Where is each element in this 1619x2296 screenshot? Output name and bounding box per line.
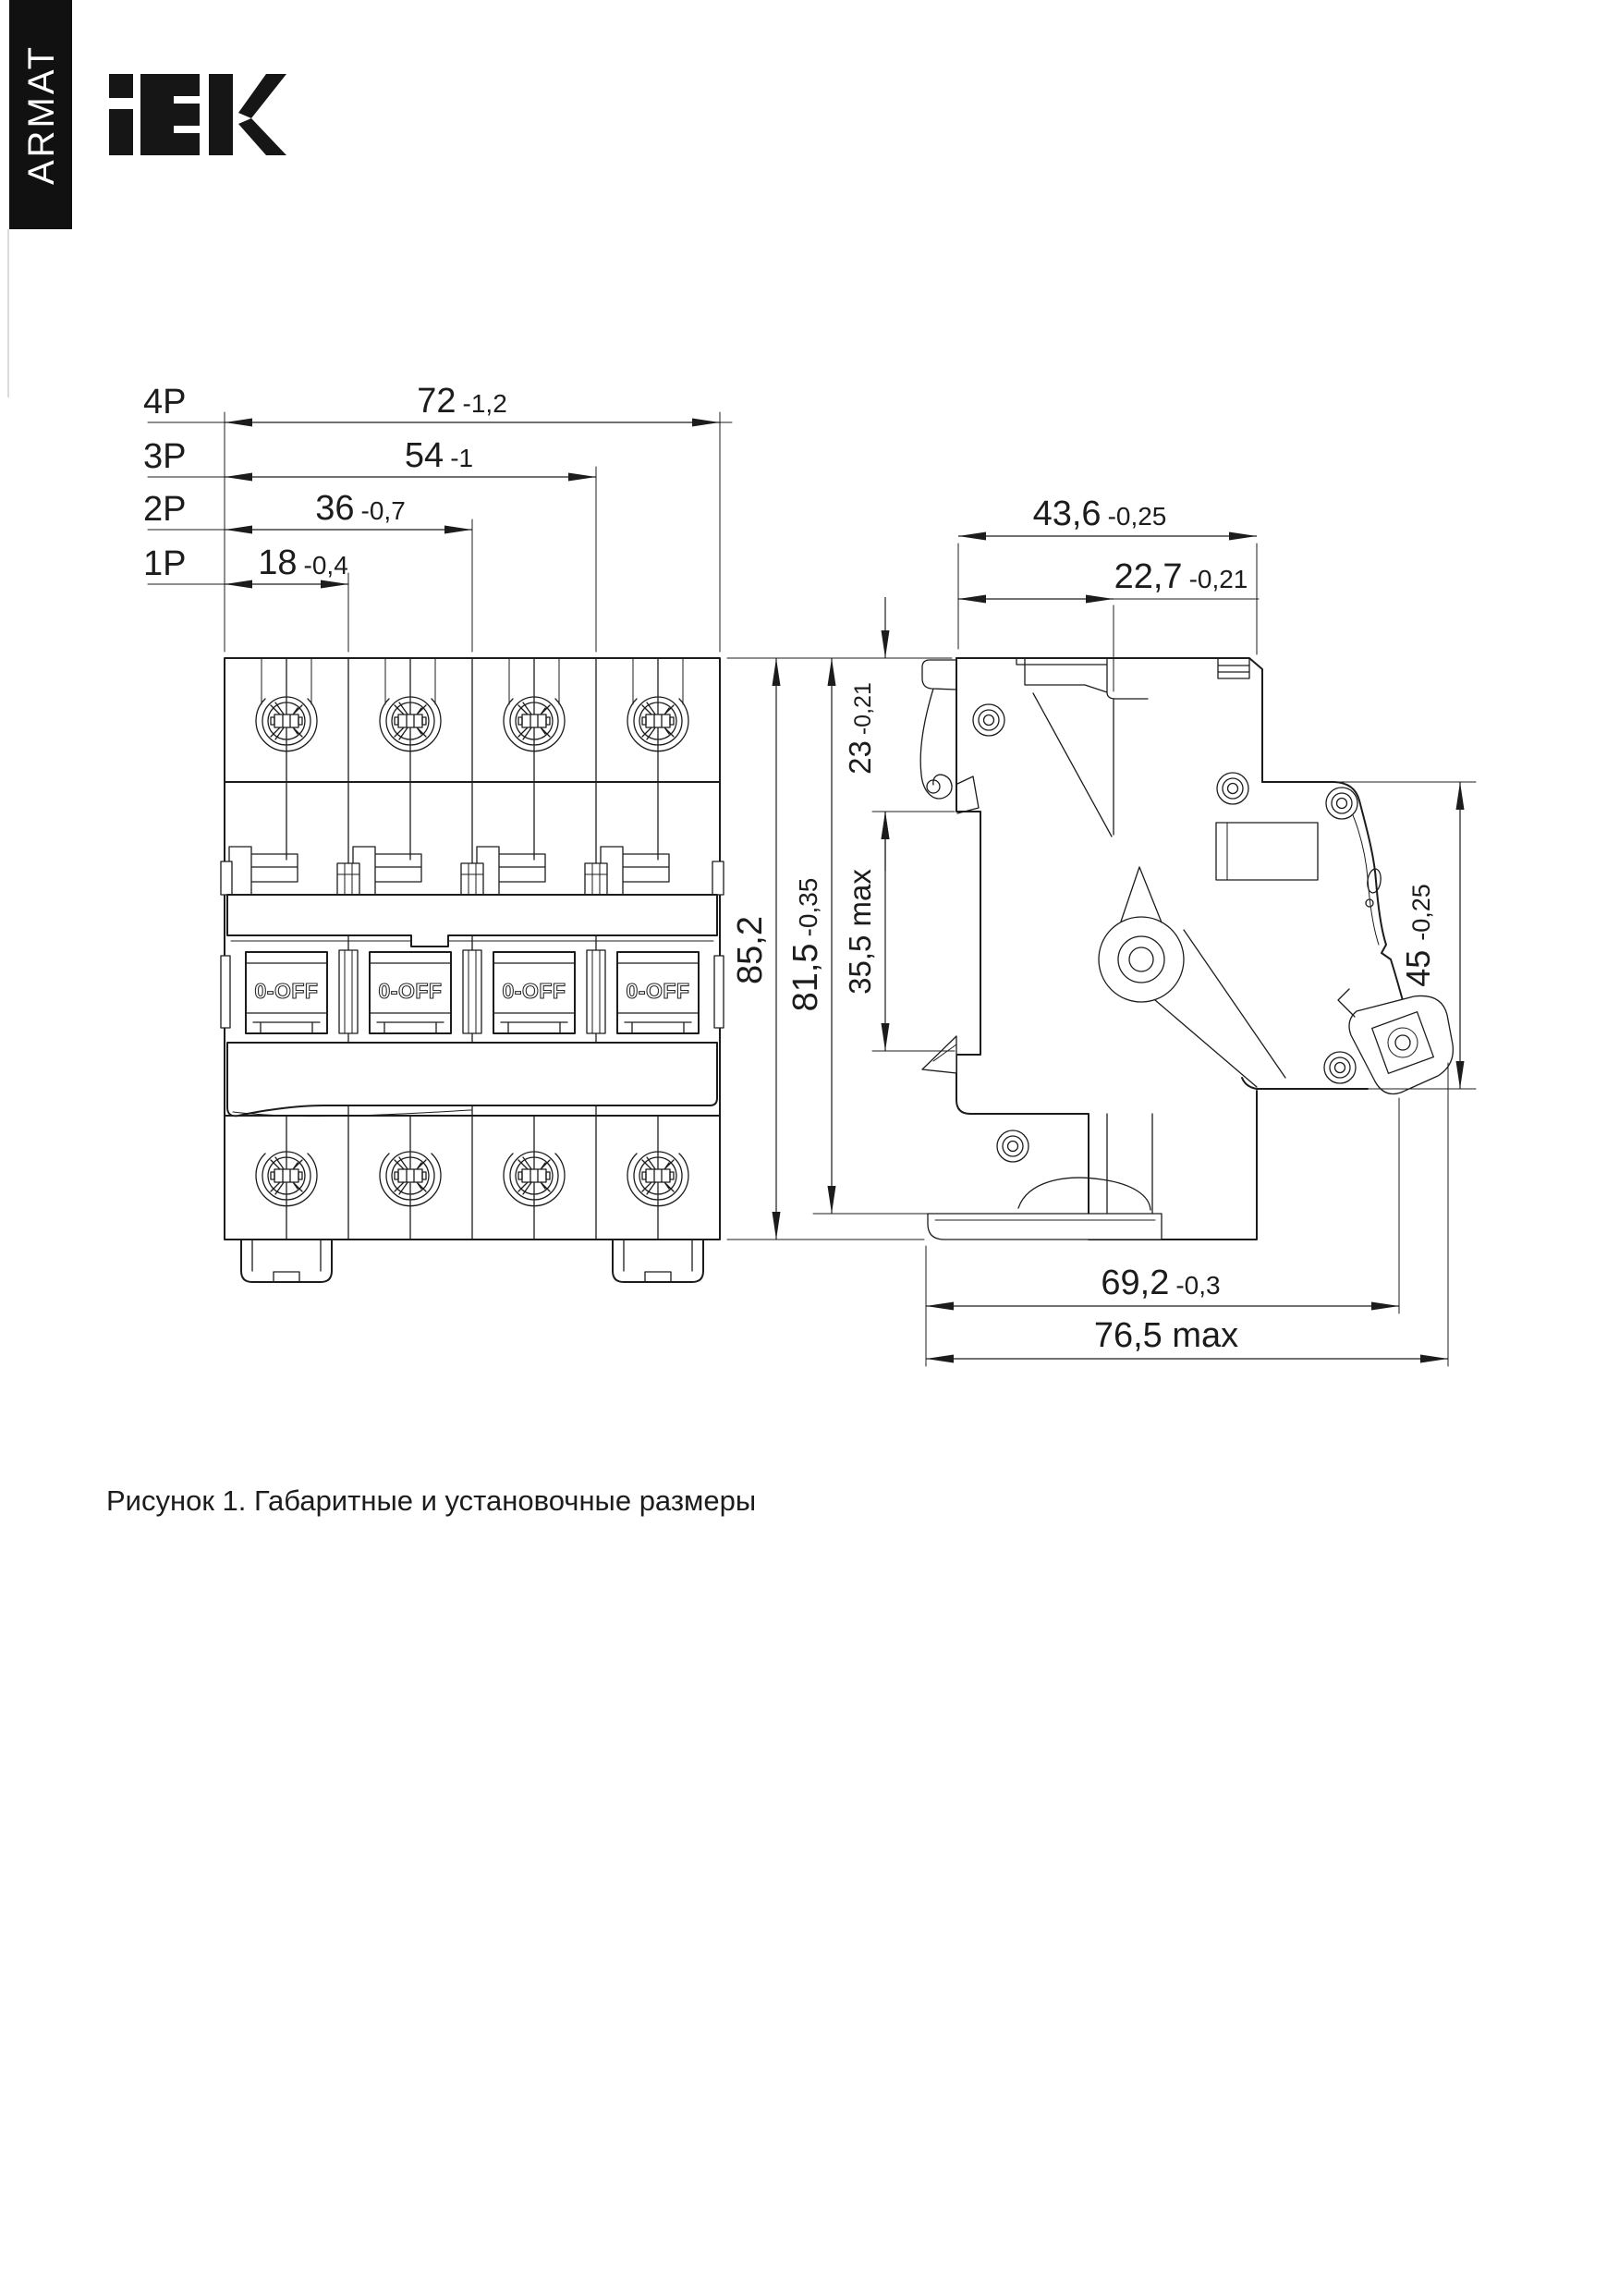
latch-hook — [922, 1036, 956, 1073]
din-clip — [613, 1240, 703, 1282]
toggle-handle — [493, 952, 575, 1033]
toggle-label: 0-OFF — [502, 979, 566, 1003]
iek-logo — [109, 74, 286, 155]
toggle-handle — [370, 952, 451, 1033]
toggle-label: 0-OFF — [626, 979, 690, 1003]
dim-value: 69,2 -0,3 — [1101, 1264, 1221, 1302]
top-tab — [1218, 658, 1249, 678]
front-view-dimensions — [143, 382, 732, 652]
toggle-label: 0-OFF — [378, 979, 443, 1003]
dim-22-7 — [958, 557, 1259, 599]
figure-caption: Рисунок 1. Габаритные и установочные размеры — [106, 1484, 757, 1517]
dim-76-5 — [926, 1316, 1448, 1359]
din-claw — [920, 660, 979, 813]
rivet-boss — [1217, 773, 1248, 804]
din-clip — [241, 1240, 332, 1282]
rivet-boss — [1326, 788, 1357, 819]
front-view — [221, 658, 724, 1282]
top-recess — [1016, 658, 1148, 699]
side-view — [920, 658, 1453, 1240]
toggle-handles — [221, 950, 724, 1033]
dim-81-5 — [786, 658, 832, 1214]
dim-value: 85,2 — [731, 916, 770, 984]
lower-plate — [227, 1043, 717, 1116]
dim-2p — [143, 489, 472, 530]
center-boss — [1099, 867, 1184, 1002]
dim-value: 43,6 -0,25 — [1032, 495, 1167, 533]
clip-spring — [1018, 1178, 1150, 1210]
nameplate-window — [1216, 823, 1318, 880]
module-dividers — [348, 658, 596, 1240]
extension-lines — [727, 543, 1476, 1366]
dim-value: 18 -0,4 — [258, 543, 348, 582]
terminal-clamp — [1338, 989, 1453, 1094]
dim-value: 35,5 max — [843, 869, 877, 995]
brand-bar — [8, 0, 72, 397]
dim-value: 72 -1,2 — [417, 382, 507, 421]
dim-23 — [843, 597, 885, 871]
dim-3p — [143, 436, 596, 477]
lockout-hole — [1366, 868, 1382, 894]
toggle-label: 0-OFF — [254, 979, 319, 1003]
dim-value: 22,7 -0,21 — [1114, 557, 1248, 596]
dim-35-5 — [843, 812, 885, 1051]
dim-value: 23-0,21 — [843, 682, 877, 775]
pole-label: 4P — [143, 383, 187, 421]
toggle-handle — [246, 952, 327, 1033]
dim-value: 76,5 max — [1093, 1316, 1239, 1355]
dim-value: 54 -1 — [404, 436, 474, 475]
dim-4p — [143, 382, 732, 422]
dim-1p — [143, 543, 348, 584]
armat-label: ARMAT — [21, 43, 62, 186]
clip-tail — [928, 1214, 1162, 1240]
internal-lines — [1033, 693, 1285, 1087]
pole-label: 1P — [143, 544, 187, 583]
pole-label: 3P — [143, 437, 187, 476]
toggle-handle — [617, 952, 699, 1033]
rivet-boss — [997, 1130, 1029, 1162]
dim-value: 45-0,25 — [1399, 884, 1437, 987]
dim-69-2 — [926, 1264, 1399, 1306]
rivet-boss — [973, 704, 1004, 736]
dim-value: 36 -0,7 — [315, 489, 406, 528]
dim-43-6 — [958, 495, 1257, 536]
dim-85-2 — [731, 658, 776, 1240]
rivet-boss — [1324, 1052, 1356, 1083]
pole-label: 2P — [143, 490, 187, 529]
dim-value: 81,5-0,35 — [786, 877, 825, 1012]
